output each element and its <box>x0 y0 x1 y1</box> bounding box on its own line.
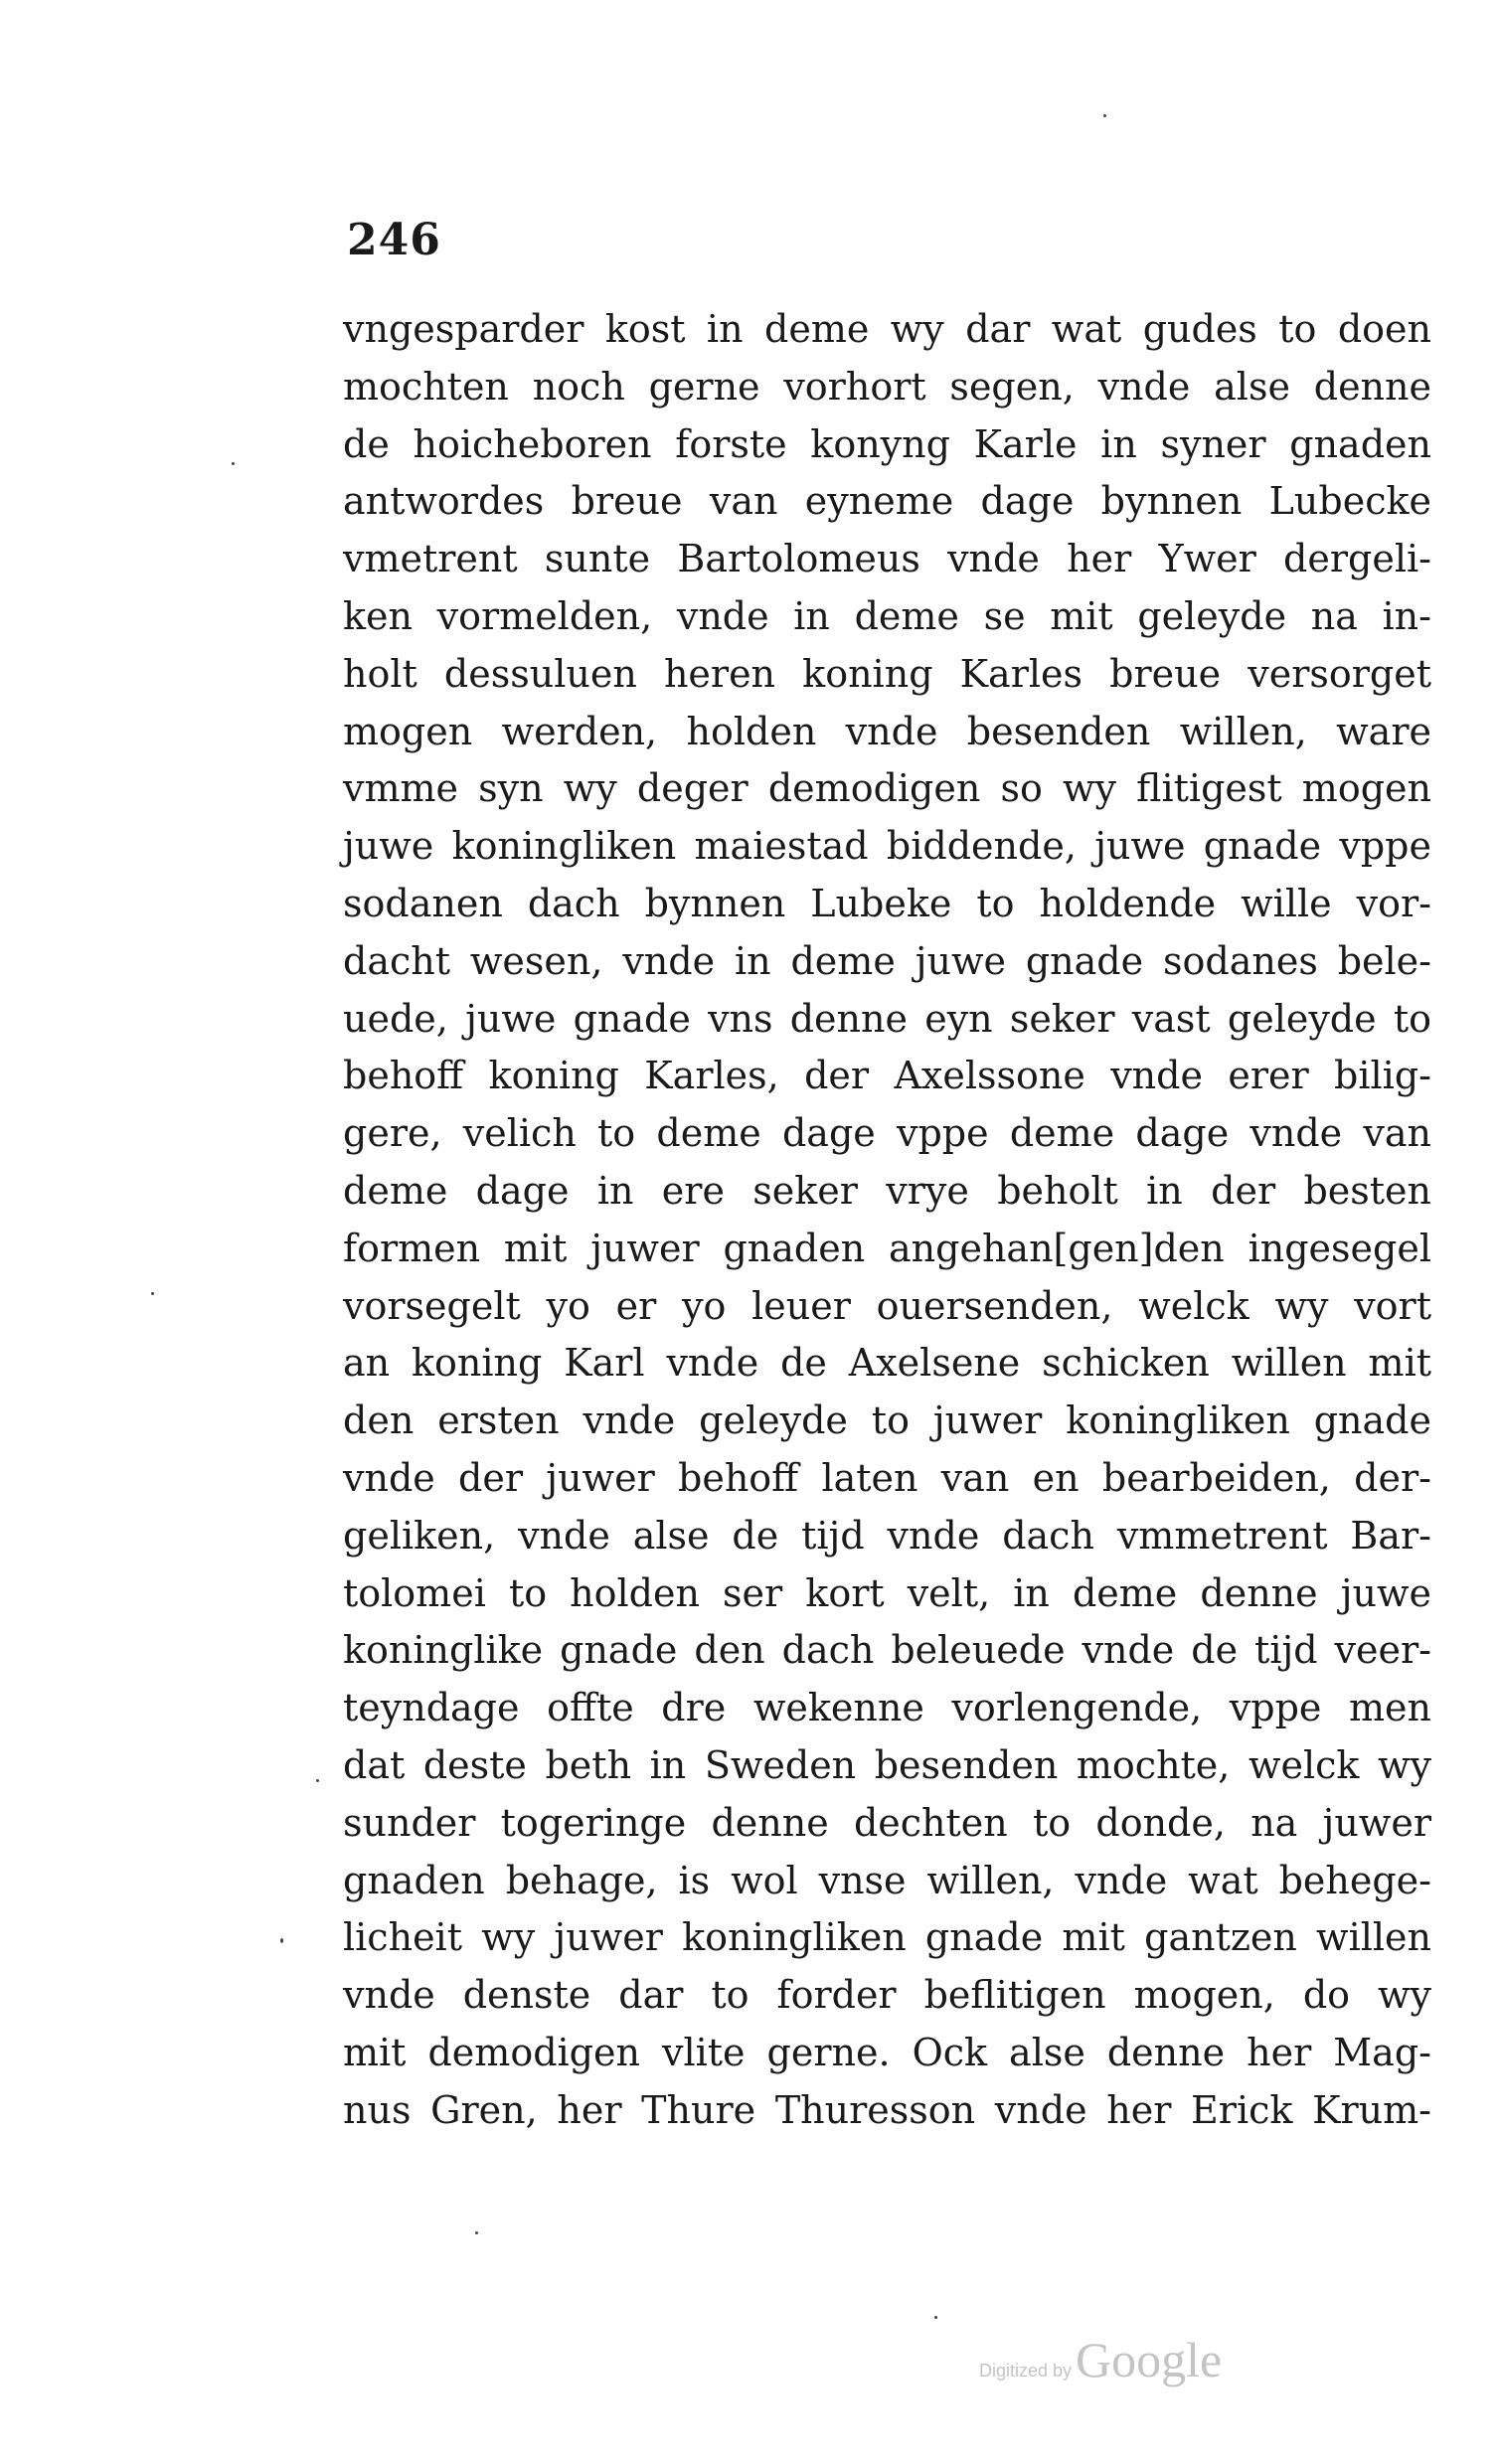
text-line: dacht wesen, vnde in deme juwe gnade sodanes bele- <box>343 938 1431 983</box>
text-line: tolomei to holden ser kort velt, in deme denne juwe <box>343 1570 1431 1615</box>
text-line: holt dessuluen heren koning Karles breue versorget <box>343 651 1431 696</box>
text-line: sunder togeringe denne dechten to donde, na juwer <box>343 1800 1431 1845</box>
text-line: sodanen dach bynnen Lubeke to holdende wille vor- <box>343 881 1431 925</box>
text-line: ken vormelden, vnde in deme se mit geleyde na in- <box>343 593 1431 638</box>
text-line: vmetrent sunte Bartolomeus vnde her Ywer dergeli- <box>343 537 1431 581</box>
text-line: juwe koningliken maiestad biddende, juwe gnade vppe <box>343 824 1431 869</box>
text-line: teyndage offte dre wekenne vorlengende, vppe men <box>343 1686 1431 1730</box>
text-line: mit demodigen vlite gerne. Ock alse denne her Mag- <box>343 2030 1431 2074</box>
text-line: vnde der juwer behoff laten van en bearbeiden, der- <box>343 1455 1431 1500</box>
scan-speck <box>232 462 235 465</box>
text-line: vmme syn wy deger demodigen so wy flitigest mogen <box>343 766 1431 811</box>
scan-speck <box>1103 114 1106 117</box>
body-text <box>343 301 1431 2140</box>
text-line: vngesparder kost in deme wy dar wat gudes to doen <box>343 307 1431 351</box>
scan-speck <box>475 2231 478 2234</box>
text-line: mogen werden, holden vnde besenden willen, ware <box>343 709 1431 753</box>
digitized-watermark <box>979 2331 1222 2390</box>
text-line: mochten noch gerne vorhort segen, vnde alse denne <box>343 364 1431 409</box>
text-line: deme dage in ere seker vrye beholt in der besten <box>343 1168 1431 1213</box>
text-line: an koning Karl vnde de Axelsene schicken willen mit <box>343 1341 1431 1386</box>
scan-speck <box>316 1779 319 1782</box>
scan-speck <box>151 1292 154 1295</box>
scan-speck <box>934 2316 937 2319</box>
text-line: vnde denste dar to forder beflitigen mogen, do wy <box>343 1973 1431 2018</box>
text-line: dat deste beth in Sweden besenden mochte, welck wy <box>343 1742 1431 1787</box>
text-line: de hoicheboren forste konyng Karle in syner gnaden <box>343 421 1431 466</box>
text-line: vorsegelt yo er yo leuer ouersenden, welck wy vort <box>343 1283 1431 1328</box>
text-line: licheit wy juwer koningliken gnade mit gantzen willen <box>343 1915 1431 1960</box>
text-line: uede, juwe gnade vns denne eyn seker vast geleyde to <box>343 996 1431 1041</box>
text-line: gnaden behage, is wol vnse willen, vnde wat behege- <box>343 1858 1431 1902</box>
text-line: behoff koning Karles, der Axelssone vnde erer bilig- <box>343 1054 1431 1098</box>
watermark-prefix: Digitized by <box>979 2361 1073 2381</box>
google-logo: Google <box>1076 2332 1223 2387</box>
text-line: antwordes breue van eyneme dage bynnen Lubecke <box>343 479 1431 524</box>
text-line: gere, velich to deme dage vppe deme dage vnde van <box>343 1111 1431 1156</box>
text-line: den ersten vnde geleyde to juwer koningliken gnade <box>343 1398 1431 1443</box>
text-line: geliken, vnde alse de tijd vnde dach vmmetrent Bar- <box>343 1513 1431 1558</box>
text-line: koninglike gnade den dach beleuede vnde de tijd veer- <box>343 1628 1431 1673</box>
scan-speck <box>280 1938 283 1943</box>
text-line: nus Gren, her Thure Thuresson vnde her Erick Krum- <box>343 2087 1431 2132</box>
page-number: 246 <box>347 215 441 265</box>
text-line: formen mit juwer gnaden angehan[gen]den ingesegel <box>343 1226 1431 1270</box>
